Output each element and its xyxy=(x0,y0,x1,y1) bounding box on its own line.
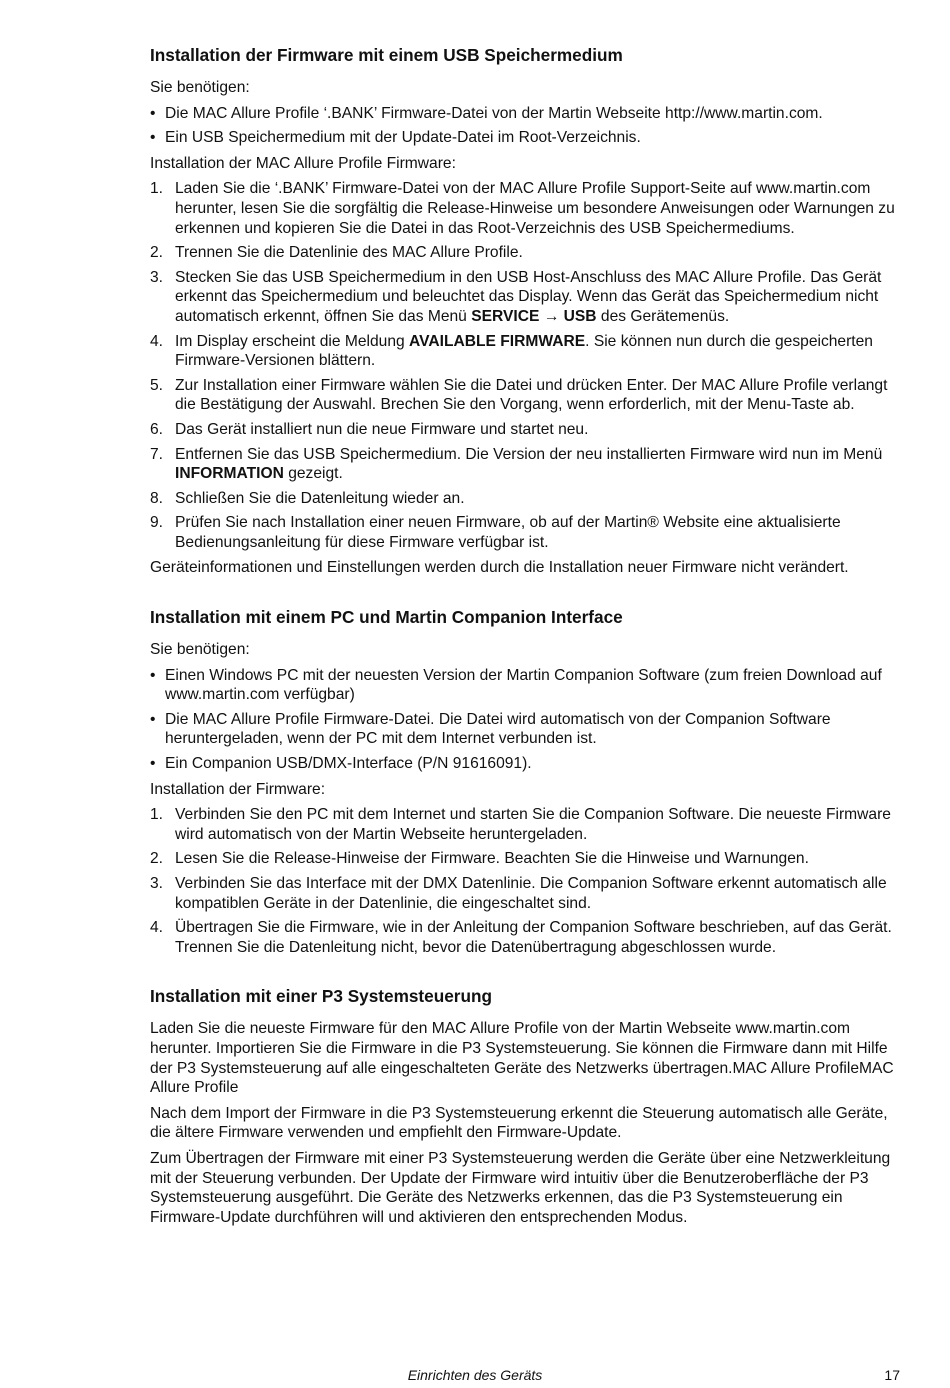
step-item xyxy=(150,805,896,844)
section-spacer xyxy=(150,963,896,985)
step-number: 7. xyxy=(150,445,164,463)
step-text: gezeigt. xyxy=(283,465,343,483)
step-number: 1. xyxy=(150,806,164,824)
step-item xyxy=(150,179,896,238)
requirements-label: Sie benötigen: xyxy=(150,79,250,96)
step-item xyxy=(150,445,896,484)
list-item: • Ein Companion USB/DMX-Interface (P/N 91616091). xyxy=(150,754,896,774)
step-text: Verbinden Sie den PC mit dem Internet und starten Sie die Companion Software. Die neueste Firmware wird automatisch von der Martin Webseite heruntergeladen. xyxy=(175,806,891,843)
step-item xyxy=(150,918,896,957)
step-item xyxy=(150,849,896,869)
step-number: 8. xyxy=(150,489,164,507)
step-text: Zur Installation einer Firmware wählen Sie die Datei und drücken Enter. Der MAC Allure Profile verlangt die Bestätigung der Auswahl. Brechen Sie den Vorgang, wenn erforderlich, mit der Menu-Taste ab. xyxy=(175,376,888,414)
paragraph: Nach dem Import der Firmware in die P3 Systemsteuerung erkennt die Steuerung automatisch alle Geräte, die ältere Firmware verwenden und empfiehlt den Firmware-Update. xyxy=(150,1104,888,1142)
step-number: 4. xyxy=(150,332,164,350)
step-item xyxy=(150,489,896,509)
step-text: Übertragen Sie die Firmware, wie in der Anleitung der Companion Software beschrieben, auf das Gerät. Trennen Sie die Datenleitung nicht, bevor die Datenübertragung abgeschlossen wurde. xyxy=(175,919,892,956)
menu-name: INFORMATION xyxy=(175,465,284,483)
step-item xyxy=(150,243,896,263)
step-number: 2. xyxy=(150,244,164,262)
step-number: 3. xyxy=(150,268,164,286)
section-heading-p3: Installation mit einer P3 Systemsteuerung xyxy=(150,986,492,1007)
step-item xyxy=(150,268,896,327)
requirements-list xyxy=(150,104,896,148)
step-text: . Sie können nun durch die gespeicherten Firmware-Versionen blättern. xyxy=(175,332,873,370)
step-item xyxy=(150,513,896,552)
step-item xyxy=(150,332,896,371)
requirements-label: Sie benötigen: xyxy=(150,641,250,659)
step-text: Verbinden Sie das Interface mit der DMX Datenlinie. Die Companion Software erkennt automatisch alle kompatiblen Geräte in der Datenlinie, die eingeschaltet sind. xyxy=(175,875,887,912)
step-item xyxy=(150,420,896,440)
paragraph: Zum Übertragen der Firmware mit einer P3 Systemsteuerung werden die Geräte über eine Netzwerkleitung mit der Steuerung verbunden. Der Update der Firmware wird intuitiv über die Benutzeroberfläche der P3 Systemsteuerung ausgeführt. Die Geräte des Netzwerks erkennen, das die P3 Systemsteuerung ein Firmware-Update durchführen will und aktivieren den entsprechenden Modus. xyxy=(150,1149,891,1226)
list-item: • Einen Windows PC mit der neuesten Version der Martin Companion Software (zum freien Download auf www.martin.com verfügbar) xyxy=(150,666,896,705)
note-text: Geräteinformationen und Einstellungen werden durch die Installation neuer Firmware nicht verändert. xyxy=(150,559,849,577)
step-text: Laden Sie die ‘.BANK’ Firmware-Datei von der MAC Allure Profile Support-Seite auf www.martin.com herunter, lesen Sie die sorgfältig die Release-Hinweise um besondere Anweisungen oder Warnungen zu erkennen und kopieren Sie die Datei in das Root-Verzeichnis des USB Speichermediums. xyxy=(175,180,895,237)
step-text: des Gerätemenüs. xyxy=(596,307,730,325)
step-item xyxy=(150,874,896,913)
step-text: Lesen Sie die Release-Hinweise der Firmware. Beachten Sie die Hinweise und Warnungen. xyxy=(175,850,809,868)
step-number: 6. xyxy=(150,420,164,438)
steps-intro: Installation der Firmware: xyxy=(150,780,326,798)
step-number: 4. xyxy=(150,919,164,937)
steps-intro: Installation der MAC Allure Profile Firmware: xyxy=(150,154,456,172)
menu-name: SERVICE xyxy=(471,307,540,325)
menu-name: USB xyxy=(563,307,597,325)
step-text: Trennen Sie die Datenlinie des MAC Allure Profile. xyxy=(175,244,523,262)
step-number: 9. xyxy=(150,514,164,532)
step-text: Das Gerät installiert nun die neue Firmware und startet neu. xyxy=(175,420,589,438)
page-number: 17 xyxy=(884,1367,900,1383)
step-number: 3. xyxy=(150,875,164,892)
step-text: Stecken Sie das USB Speichermedium in den USB Host-Anschluss des MAC Allure Profile. Das Gerät erkennt das Speichermedium und beleuchtet das Display. Wenn das Gerät das Speichermedium nicht automatisch erkennt, öffnen Sie das Menü xyxy=(175,268,882,325)
document-page xyxy=(150,44,896,1233)
step-number: 2. xyxy=(150,850,164,868)
page-footer xyxy=(150,1366,900,1386)
section-heading-usb: Installation der Firmware mit einem USB Speichermedium xyxy=(150,45,623,65)
steps-list xyxy=(150,179,896,552)
section-spacer xyxy=(150,584,896,606)
display-message: AVAILABLE FIRMWARE xyxy=(409,332,586,350)
step-text: Schließen Sie die Datenleitung wieder an. xyxy=(175,489,465,507)
steps-list xyxy=(150,805,896,957)
list-item: • Die MAC Allure Profile Firmware-Datei. Die Datei wird automatisch von der Companion Software heruntergeladen, wenn der PC mit dem Internet verbunden ist. xyxy=(150,710,896,749)
arrow-glyph: → xyxy=(539,307,564,325)
list-item: • Die MAC Allure Profile ‘.BANK’ Firmware-Datei von der Martin Webseite http://www.martin.com. xyxy=(150,104,896,124)
step-text: Im Display erscheint die Meldung xyxy=(175,332,410,350)
list-item: • Ein USB Speichermedium mit der Update-Datei im Root-Verzeichnis. xyxy=(150,128,896,148)
footer-section-title: Einrichten des Geräts xyxy=(407,1367,543,1383)
step-text: Entfernen Sie das USB Speichermedium. Die Version der neu installierten Firmware wird nun im Menü xyxy=(175,445,883,463)
step-number: 5. xyxy=(150,376,164,394)
step-item xyxy=(150,376,896,415)
requirements-list xyxy=(150,666,896,774)
step-number: 1. xyxy=(150,180,164,198)
step-text: Prüfen Sie nach Installation einer neuen Firmware, ob auf der Martin® Website eine aktualisierte Bedienungsanleitung für diese Firmware verfügbar ist. xyxy=(175,514,841,551)
paragraph: Laden Sie die neueste Firmware für den MAC Allure Profile von der Martin Webseite www.martin.com herunter. Importieren Sie die Firmware in die P3 Systemsteuerung. Sie können die Firmware dann mit Hilfe der P3 Systemsteuerung auf alle eingeschalteten Geräte des Netzwerks übertragen.MAC Allure ProfileMAC Allure Profile xyxy=(150,1020,894,1097)
section-heading-pc: Installation mit einem PC und Martin Companion Interface xyxy=(150,607,623,628)
